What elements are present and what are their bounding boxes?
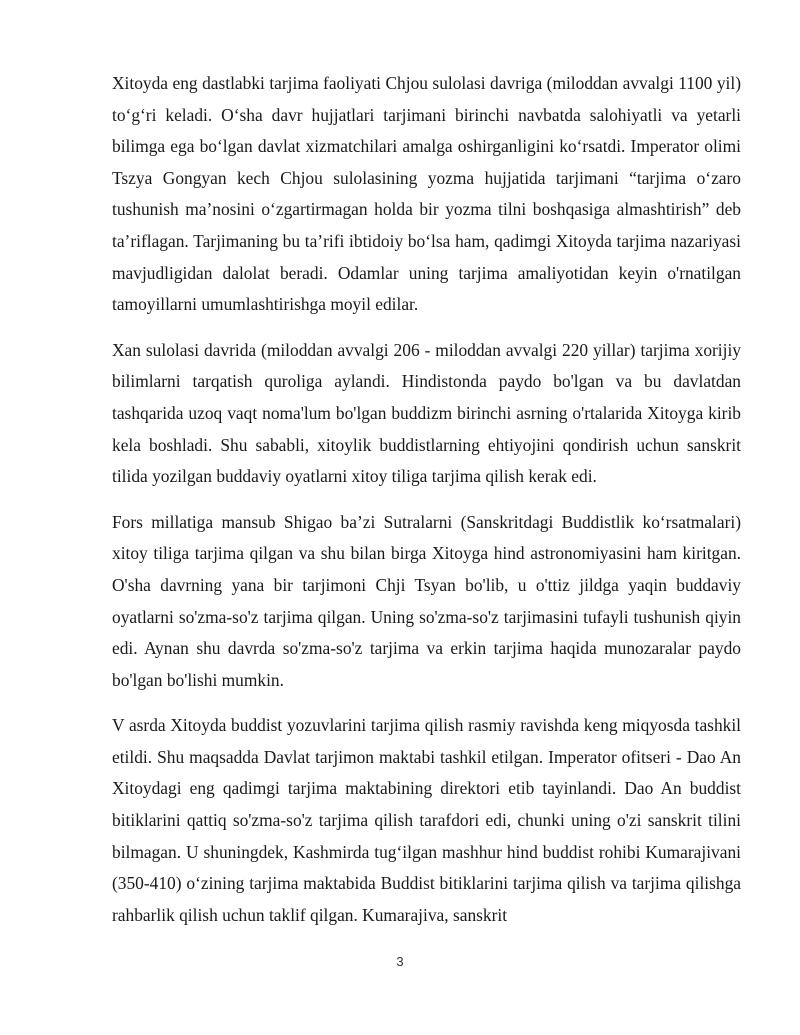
page-body — [112, 68, 741, 945]
paragraph-3: Fors millatiga mansub Shigao ba’zi Sutralarni (Sanskritdagi Buddistlik ko‘rsatmalari) xitoy tiliga tarjima qilgan va shu bilan birga Xitoyga hind astronomiyasini ham kiritgan. O'sha davrning yana bir tarjimoni Chji Tsyan bo'lib, u o'ttiz jildga yaqin buddaviy oyatlarni so'zma-so'z tarjima qilgan. Uning so'zma-so'z tarjimasini tufayli tushunish qiyin edi. Aynan shu davrda so'zma-so'z tarjima va erkin tarjima haqida munozaralar paydo bo'lgan bo'lishi mumkin. — [112, 511, 741, 690]
paragraph-2: Xan sulolasi davrida (miloddan avvalgi 206 - miloddan avvalgi 220 yillar) tarjima xorijiy bilimlarni tarqatish quroliga aylandi. Hindistonda paydo bo'lgan va bu davlatdan tashqarida uzoq vaqt noma'lum bo'lgan buddizm birinchi asrning o'rtalarida Xitoyga kirib kela boshladi. Shu sababli, xitoylik buddistlarning ehtiyojini qondirish uchun sanskrit tilida yozilgan buddaviy oyatlarni xitoy tiliga tarjima qilish kerak edi. — [112, 339, 741, 487]
paragraph-4: V asrda Xitoyda buddist yozuvlarini tarjima qilish rasmiy ravishda keng miqyosda tashkil etildi. Shu maqsadda Davlat tarjimon maktabi tashkil etilgan. Imperator ofitseri - Dao An Xitoydagi eng qadimgi tarjima maktabining direktori etib tayinlandi. Dao An buddist bitiklarini qattiq so'zma-so'z tarjima qilish tarafdori edi, chunki uning o'zi sanskrit tilini bilmagan. U shuningdek, Kashmirda tug‘ilgan mashhur hind buddist rohibi Kumarajivani (350-410) o‘zining tarjima maktabida Buddist bitiklarini tarjima qilish va tarjima qilishga rahbarlik qilish uchun taklif qilgan. Kumarajiva, sanskrit — [112, 715, 741, 925]
page-number: 3 — [396, 954, 404, 969]
paragraph-1: Xitoyda eng dastlabki tarjima faoliyati Chjou sulolasi davriga (miloddan avvalgi 1100 yil) to‘g‘ri keladi. O‘sha davr hujjatlari tarjimani birinchi navbatda salohiyatli va yetarli bilimga ega bo‘lgan davlat xizmatchilari amalga oshirganligini ko‘rsatdi. Imperator olimi Tszya Gongyan kech Chjou sulolasining yozma hujjatida tarjimani “tarjima o‘zaro tushunish ma’nosini o‘zgartirmagan holda bir yozma tilni boshqasiga almashtirish” deb ta’riflagan. Tarjimaning bu ta’rifi ibtidoiy bo‘lsa ham, qadimgi Xitoyda tarjima nazariyasi mavjudligidan dalolat beradi. Odamlar uning tarjima amaliyotidan keyin o'rnatilgan tamoyillarni umumlashtirishga moyil edilar. — [112, 73, 741, 315]
